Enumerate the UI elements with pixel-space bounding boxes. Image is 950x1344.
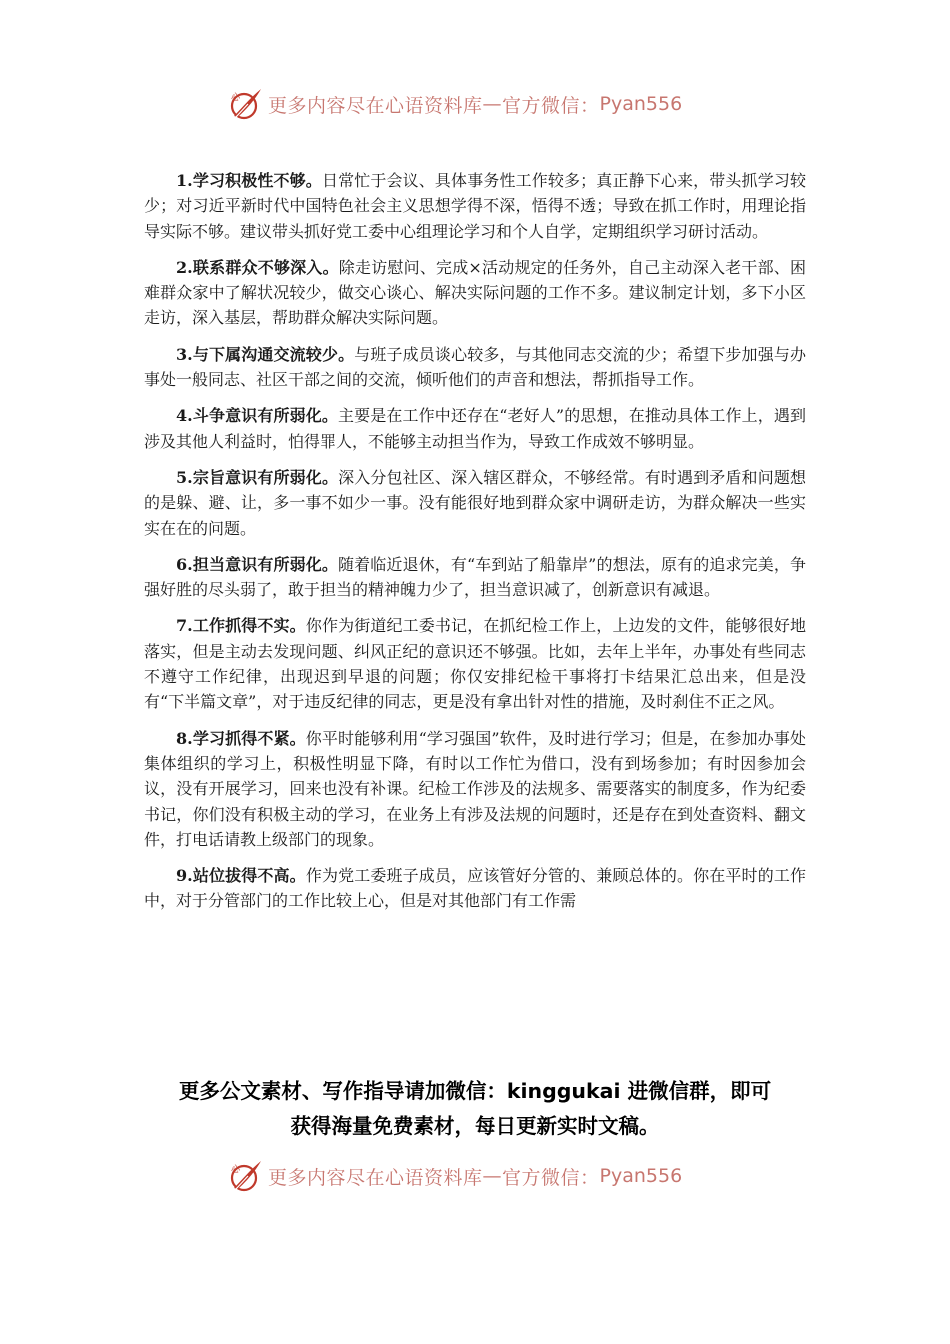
item-heading: 3.与下属沟通交流较少。 xyxy=(176,344,355,364)
item-heading: 5.宗旨意识有所弱化。 xyxy=(176,467,339,487)
item-heading: 8.学习抓得不紧。 xyxy=(176,728,306,748)
svg-text:心: 心 xyxy=(231,93,241,103)
list-item xyxy=(144,465,806,541)
list-item xyxy=(144,403,806,454)
item-text: 随着临近退休，有“车到站了船靠岸”的想法，原有的追求完美，争强好胜的尽头弱了，敢于担当的精神魄力少了，担当意识减了，创新意识有减退。 xyxy=(144,554,806,600)
header-banner xyxy=(228,84,682,124)
item-heading: 1.学习积极性不够。 xyxy=(176,171,322,190)
footer-banner xyxy=(228,1156,682,1196)
list-item xyxy=(144,255,806,331)
item-text: 主要是在工作中还存在“老好人”的思想，在推动具体工作上，遇到涉及其他人利益时，怕得罪人，不能够主动担当作为，导致工作成效不够明显。 xyxy=(144,406,806,451)
list-item xyxy=(144,863,806,914)
banner-wechat-id: Pyan556 xyxy=(599,93,683,115)
promo-line-1: 更多公文素材、写作指导请加微信：kinggukai 进微信群，即可 xyxy=(178,1079,772,1103)
banner-suffix: 官方微信： xyxy=(502,1166,600,1189)
promo-line-2: 获得海量免费素材，每日更新实时文稿。 xyxy=(290,1114,660,1138)
item-heading: 4.斗争意识有所弱化。 xyxy=(176,406,338,426)
item-text: 作为党工委班子成员，应该管好分管的、兼顾总体的。你在平时的工作中，对于分管部门的工作比较上心，但是对其他部门有工作需 xyxy=(144,866,806,911)
document-body xyxy=(144,168,806,1060)
banner-suffix: 官方微信： xyxy=(502,94,600,117)
item-heading: 9.站位拔得不高。 xyxy=(176,866,306,886)
list-item xyxy=(144,168,806,244)
banner-title: 更多内容尽在心语资料库 xyxy=(268,94,483,117)
item-text: 与班子成员谈心较多，与其他同志交流的少；希望下步加强与办事处一般同志、社区干部之间的交流，倾听他们的声音和想法，帮抓指导工作。 xyxy=(144,344,806,390)
banner-separator: — xyxy=(482,93,503,115)
item-text: 除走访慰问、完成×活动规定的任务外，自己主动深入老干部、困难群众家中了解状况较少，做交心谈心、解决实际问题的工作不多。建议制定计划，多下小区走访，深入基层，帮助群众解决实际问题。 xyxy=(144,257,806,328)
item-text: 日常忙于会议、具体事务性工作较多；真正静下心来，带头抓学习较少；对习近平新时代中国特色社会主义思想学得不深，悟得不透；导致在抓工作时，用理论指导实际不够。建议带头抓好党工委中心组理论学习和个人自学，定期组织学习研讨活动。 xyxy=(144,171,806,241)
banner-separator: — xyxy=(482,1165,503,1187)
banner-wechat-id: Pyan556 xyxy=(599,1165,683,1187)
list-item xyxy=(144,342,806,393)
quill-pen-logo-icon xyxy=(228,86,264,122)
item-heading: 2.联系群众不够深入。 xyxy=(176,257,339,277)
banner-title: 更多内容尽在心语资料库 xyxy=(268,1166,483,1189)
quill-pen-logo-icon xyxy=(228,1158,264,1194)
item-heading: 7.工作抓得不实。 xyxy=(176,616,306,636)
item-text: 你作为街道纪工委书记，在抓纪检工作上，上边发的文件，能够很好地落实，但是主动去发现问题、纠风正纪的意识还不够强。比如，去年上半年，办事处有些同志不遵守工作纪律，出现迟到早退的问题；你仅安排纪检干事将打卡结果汇总出来，但是没有“下半篇文章”，对于违反纪律的同志，更是没有拿出针对性的措施，及时刹住不正之风。 xyxy=(144,616,806,712)
item-text: 深入分包社区、深入辖区群众，不够经常。有时遇到矛盾和问题想的是躲、避、让，多一事不如少一事。没有能很好地到群众家中调研走访，为群众解决一些实实在在的问题。 xyxy=(144,467,806,538)
list-item xyxy=(144,552,806,603)
list-item xyxy=(144,613,806,714)
item-heading: 6.担当意识有所弱化。 xyxy=(176,554,338,574)
list-item xyxy=(144,726,806,852)
item-text: 你平时能够利用“学习强国”软件，及时进行学习；但是，在参加办事处集体组织的学习上，积极性明显下降，有时以工作忙为借口，没有到场参加；有时因参加会议，没有开展学习，回来也没有补课。纪检工作涉及的法规多、需要落实的制度多，作为纪委书记，你们没有积极主动的学习，在业务上有涉及法规的问题时，还是存在到处查资料、翻文件，打电话请教上级部门的现象。 xyxy=(144,728,806,849)
promo-notice xyxy=(100,1074,850,1144)
svg-text:心: 心 xyxy=(231,1165,241,1175)
